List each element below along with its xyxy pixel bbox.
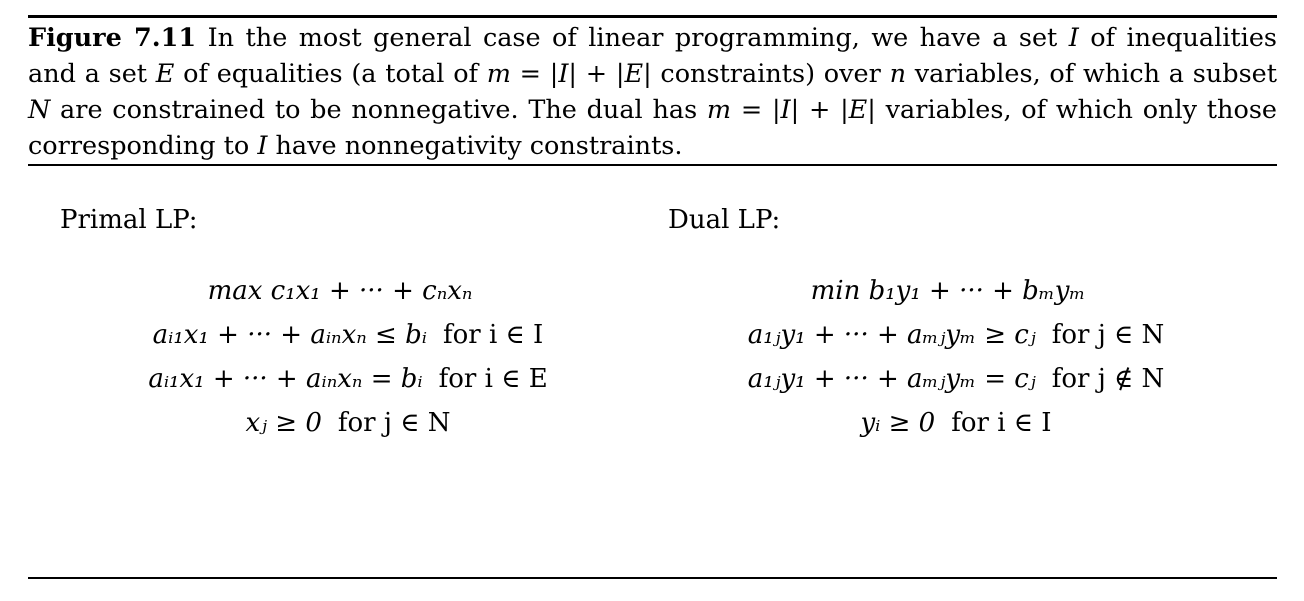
dual-expr: yᵢ ≥ 0 [860, 408, 936, 438]
primal-objective [48, 272, 648, 316]
caption-math: n [889, 59, 907, 89]
dual-expr: min b₁y₁ + ··· + bₘyₘ [810, 276, 1086, 306]
caption-math: m = |I| + |E| [486, 59, 652, 89]
caption-divider [28, 164, 1277, 166]
primal-expr: aᵢ₁x₁ + ··· + aᵢₙxₙ ≤ bᵢ [152, 320, 427, 350]
caption-math: I [257, 131, 268, 161]
primal-equality-constraint [48, 360, 648, 404]
caption-math: N [28, 95, 51, 125]
dual-equality-constraint [656, 360, 1256, 404]
primal-inequality-constraint [48, 316, 648, 360]
caption-segment: variables, of which a subset [906, 59, 1277, 89]
dual-cond: for j ∈ N [1051, 320, 1165, 350]
top-rule [28, 15, 1277, 18]
dual-nonnegativity [656, 404, 1256, 448]
dual-expr: a₁ⱼy₁ + ··· + aₘⱼyₘ = cⱼ [747, 364, 1036, 394]
dual-objective [656, 272, 1256, 316]
bottom-rule [28, 577, 1277, 579]
caption-segment: are constrained to be nonnegative. The dual has [50, 95, 707, 125]
primal-expr: aᵢ₁x₁ + ··· + aᵢₙxₙ = bᵢ [148, 364, 423, 394]
figure-label: Figure 7.11 [28, 23, 197, 53]
caption-segment: variables, of which only those corresponding to [28, 95, 1277, 161]
caption-segment: have nonnegativity constraints. [267, 131, 683, 161]
primal-nonnegativity [48, 404, 648, 448]
primal-cond: for j ∈ N [337, 408, 451, 438]
caption-math: E [155, 59, 175, 89]
primal-lp [48, 272, 648, 448]
dual-cond: for i ∈ I [951, 408, 1052, 438]
primal-expr: max c₁x₁ + ··· + cₙxₙ [207, 276, 473, 306]
dual-inequality-constraint [656, 316, 1256, 360]
dual-heading: Dual LP: [668, 205, 781, 235]
primal-expr: xⱼ ≥ 0 [245, 408, 322, 438]
caption-segment: of equalities (a total of [174, 59, 487, 89]
primal-cond: for i ∈ E [438, 364, 548, 394]
figure-caption [28, 20, 1277, 164]
dual-cond: for j ∉ N [1051, 364, 1165, 394]
caption-segment: of inequalities and a set [28, 23, 1278, 89]
primal-heading: Primal LP: [60, 205, 198, 235]
caption-text [28, 23, 1277, 161]
dual-expr: a₁ⱼy₁ + ··· + aₘⱼyₘ ≥ cⱼ [747, 320, 1036, 350]
primal-cond: for i ∈ I [442, 320, 544, 350]
caption-segment: In the most general case of linear programming, we have a set [207, 23, 1069, 53]
caption-segment: constraints) over [651, 59, 890, 89]
caption-math: m = |I| + |E| [706, 95, 876, 125]
dual-lp [656, 272, 1256, 448]
caption-math: I [1068, 23, 1079, 53]
